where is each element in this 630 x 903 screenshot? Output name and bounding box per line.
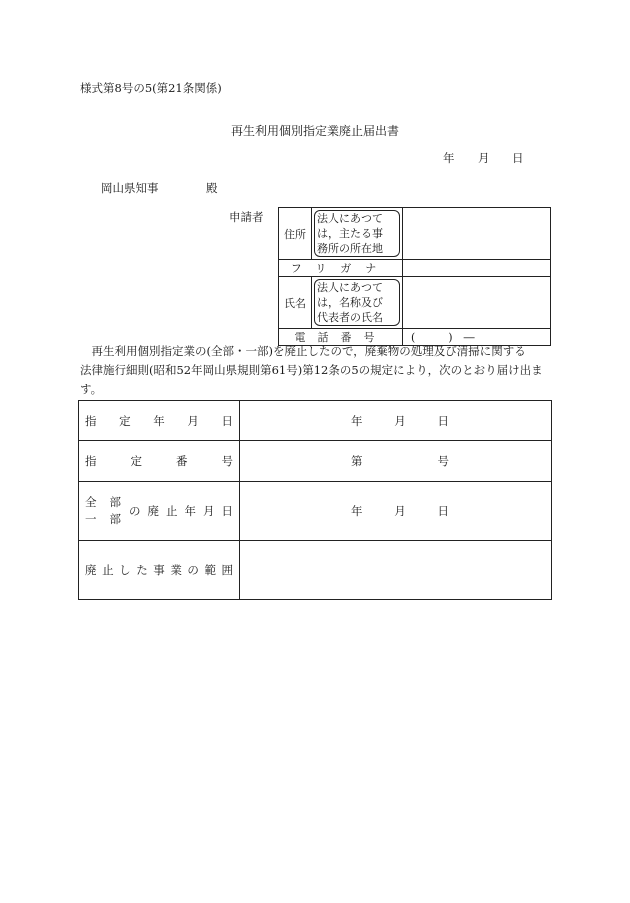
designation-number-label: 指 定 番 号 [79, 441, 240, 482]
phone-value[interactable]: ( ) ― [403, 329, 551, 346]
table-row [79, 401, 552, 441]
date-month: 月 [478, 151, 490, 165]
table-row [79, 541, 552, 600]
addressee-name: 岡山県知事 [101, 181, 159, 195]
address-note: 法人にあつて は，主たる事 務所の所在地 [314, 210, 400, 257]
address-value[interactable] [403, 208, 551, 260]
applicant-table [278, 207, 551, 346]
form-number: 様式第8号の5(第21条関係) [80, 81, 222, 95]
designation-date-label: 指 定 年 月 日 [79, 401, 240, 441]
phone-label: 電話番号 [279, 329, 403, 346]
table-row [79, 482, 552, 541]
date-day: 日 [512, 151, 524, 165]
address-label: 住所 [279, 208, 312, 260]
name-value[interactable] [403, 277, 551, 329]
name-label: 氏名 [279, 277, 312, 329]
table-row [79, 441, 552, 482]
date-year: 年 [443, 151, 455, 165]
abolished-scope-label: 廃 止 し た 事 業 の 範 囲 [79, 541, 240, 600]
document-title: 再生利用個別指定業廃止届出書 [230, 124, 399, 138]
furigana-value[interactable] [403, 260, 551, 277]
details-table [78, 400, 552, 600]
abolition-date-label: 全 部 一 部 の 廃 止 年 月 日 [79, 482, 240, 541]
name-note: 法人にあつて は，名称及び 代表者の氏名 [314, 279, 400, 326]
applicant-label: 申請者 [229, 210, 264, 224]
designation-number-value[interactable]: 第 号 [240, 441, 552, 482]
addressee-honorific: 殿 [206, 181, 218, 195]
furigana-label: フリガナ [279, 260, 403, 277]
body-text: 再生利用個別指定業の(全部・一部)を廃止したので，廃棄物の処理及び清掃に関する 法律施行細則(昭和52年岡山県規則第61号)第12条の5の規定により，次のとおり届け出ま す。 [80, 344, 543, 396]
abolished-scope-value[interactable] [240, 541, 552, 600]
designation-date-value[interactable]: 年 月 日 [240, 401, 552, 441]
abolition-date-value[interactable]: 年 月 日 [240, 482, 552, 541]
